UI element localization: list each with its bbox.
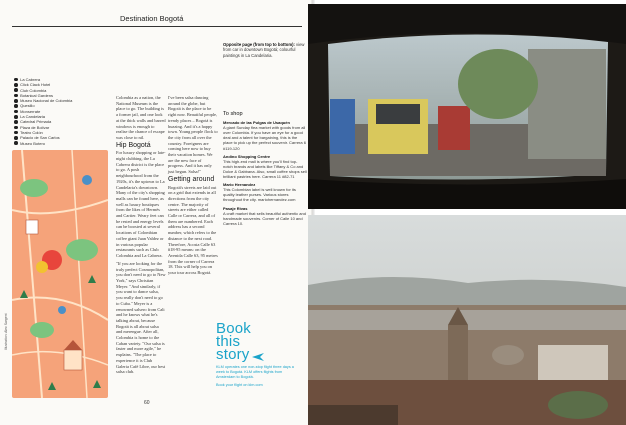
book-copy: KLM operates one non-stop flight three days a week to Bogotá. KLM offers flights from Amsterdam to Bogotá. xyxy=(216,365,294,379)
article-paragraph: "If you are looking for the truly perfect Cosmopolitan, you don't need to go to New York," says Christian Meyer. "And similarly, if you want to dance salsa, you really don't need to go to Cuba." Meyer is a renowned salsero from Cali and he knows what he's talking about, because Bogotá is all about salsa and merengue. After all, Colombia is home to the Caban variety. "Our salsa is faster and more agile," he explains. "The place to experience it is Club Galeria Café Libre, our best salsa club. xyxy=(116,260,166,375)
legend-label: Monserrate xyxy=(20,108,41,114)
red-bus xyxy=(438,106,470,150)
shop-heading: To shop xyxy=(223,111,243,117)
book-title-line: this xyxy=(216,333,241,350)
legend-marker-icon xyxy=(14,120,18,124)
map-park xyxy=(20,179,48,197)
legend-label: Museo Botero xyxy=(20,140,45,146)
map-legend xyxy=(14,77,114,146)
legend-label: Catedral Primada xyxy=(20,119,52,125)
blue-bus xyxy=(330,99,355,154)
caption-lead: Opposite page (from top to bottom): xyxy=(223,42,295,47)
article-paragraph: Bogotá's streets are laid out on a grid that extends in all directions from the city centre. The majority of streets are either called Calle or Carrera, and all of them are numbered. Each address has a second number, which refers to the distance to the next road. Therefore, Acosta Calle 63 #18-95 means: on the Avenida Calle 63, 95 metres from the corner of Carrera 18. This will help you on your tour across Bogotá. xyxy=(168,184,218,276)
legend-label: La Candelaria xyxy=(20,114,45,120)
photo-caption xyxy=(223,42,307,58)
map-landmark xyxy=(58,306,66,314)
shop-description: This Colombian label is well known for its quality leather purses. Various stores throughout the city. mariohernandez.com xyxy=(223,187,296,203)
legend-label: La Cabrera xyxy=(20,77,41,82)
shop-description: A craft market that sells beautiful authentic and handmade souvenirs. Corner of Calle 10 and Carrera 10. xyxy=(223,210,306,226)
book-this-story xyxy=(216,322,308,387)
illustrated-map xyxy=(12,150,108,398)
legend-marker-icon xyxy=(14,78,18,82)
article-paragraph: For luxury shopping or late-night clubbing, the La Cabrera district is the place to go. A posh neighbourhood from the 1920s, it's the uptown to La Candelaria's downtown. Many of the city's shopping malls can be found here, as well as luxury boutiques from the likes of Hermès and Cartier. Weary feet can be rested and energy levels can be boosted at several locations of Colombian coffee giant Juan Valdez or in various popular restaurants such as Club Colombia and La Cabrera. xyxy=(116,150,166,258)
shop-name: Andino Shopping Centre xyxy=(223,153,271,159)
shop-name: Mercado de las Pulgas de Usaquén xyxy=(223,120,290,126)
book-link[interactable]: Book your flight on klm.com xyxy=(216,383,263,387)
legend-marker-icon xyxy=(14,104,18,108)
shop-description: A giant Sunday flea market with goods from all over Colombia. If you have an eye for a good deal and a talent for bargaining, this is the place to pick up the perfect souvenir. Carrera 6 #119-120 xyxy=(223,125,306,151)
legend-marker-icon xyxy=(14,83,18,87)
building xyxy=(528,49,606,159)
legend-marker-icon xyxy=(14,110,18,114)
bus-window xyxy=(376,104,420,124)
photo-city-panorama xyxy=(308,215,626,425)
article-intro: Colombia as a nation, the National Museum is the place to go. The building is a former jail, and one look at the thick walls and barred windows is enough to realise the chance of escape was close to nil. xyxy=(116,95,166,140)
book-title-line: story xyxy=(216,346,250,363)
tree xyxy=(458,49,538,119)
legend-marker-icon xyxy=(14,88,18,92)
legend-marker-icon xyxy=(14,131,18,135)
caption-text: view from car in downtown Bogotá; colourful paintings in La Candelaria. xyxy=(223,42,305,58)
legend-marker-icon xyxy=(14,94,18,98)
legend-label: Plaza de Bolívar xyxy=(20,124,50,130)
article-body xyxy=(116,95,166,377)
to-shop-box xyxy=(223,112,307,226)
map-credit: Illustration: Alex Sargent xyxy=(4,313,8,350)
heading-hip-bogota: Hip Bogotá xyxy=(116,142,151,150)
legend-marker-icon xyxy=(14,99,18,103)
shop-name: Mario Hernandez xyxy=(223,182,256,188)
map-park xyxy=(66,239,98,261)
map-park xyxy=(30,322,54,338)
plaza-building xyxy=(538,345,608,385)
header-rule xyxy=(12,26,302,27)
legend-marker-icon xyxy=(14,141,18,145)
legend-marker-icon xyxy=(14,126,18,130)
legend-label: Quesillo xyxy=(20,103,35,109)
legend-label: Botanical Gardens xyxy=(20,92,54,98)
legend-label: Teatro Colón xyxy=(20,129,43,135)
page-number: 60 xyxy=(144,400,150,406)
legend-marker-icon xyxy=(14,115,18,119)
map-parrot xyxy=(36,261,48,273)
heading-getting-around: Getting around xyxy=(168,176,215,184)
dome xyxy=(492,345,524,365)
legend-label: Palacio de San Carlos xyxy=(20,135,60,141)
article-paragraph: I've been salsa dancing around the globe, but Bogotá is the place to be right now. Beautiful people, trendy places – Bogotá is buzzing. And it's a happy town. Young people flock to the city from all over the country. Foreigners are coming here now to buy their vacation homes. We are the new face of progress. And it has only just begun. Salsa!" xyxy=(168,95,218,175)
map-landmark xyxy=(82,175,92,185)
book-title-line: Book xyxy=(216,320,251,337)
shop-list xyxy=(223,120,307,226)
section-title: Destination Bogotá xyxy=(120,14,184,23)
map-building xyxy=(26,220,38,234)
legend-marker-icon xyxy=(14,136,18,140)
shop-name: Pasaje Rivas xyxy=(223,205,248,211)
trees xyxy=(548,391,608,419)
legend-label: Click Clack Hotel xyxy=(20,82,51,88)
map-building xyxy=(64,350,82,370)
shop-description: This high-end mall is where you'll find top-notch brands and labels like Tiffany & Co and Dolce & Gabbana. Also, small coffee shops sell brilliant pastries here. Carrera 11 #82-71 xyxy=(223,158,307,180)
legend-label: Museo Nacional de Colombia xyxy=(20,98,73,104)
legend-label: Club Colombia xyxy=(20,87,47,93)
photo-car-view xyxy=(308,4,626,209)
legend-item xyxy=(14,141,114,146)
airplane-icon xyxy=(252,352,264,362)
article-column-2 xyxy=(168,95,218,278)
foreground-roof xyxy=(308,405,398,425)
cathedral-tower xyxy=(448,325,468,385)
